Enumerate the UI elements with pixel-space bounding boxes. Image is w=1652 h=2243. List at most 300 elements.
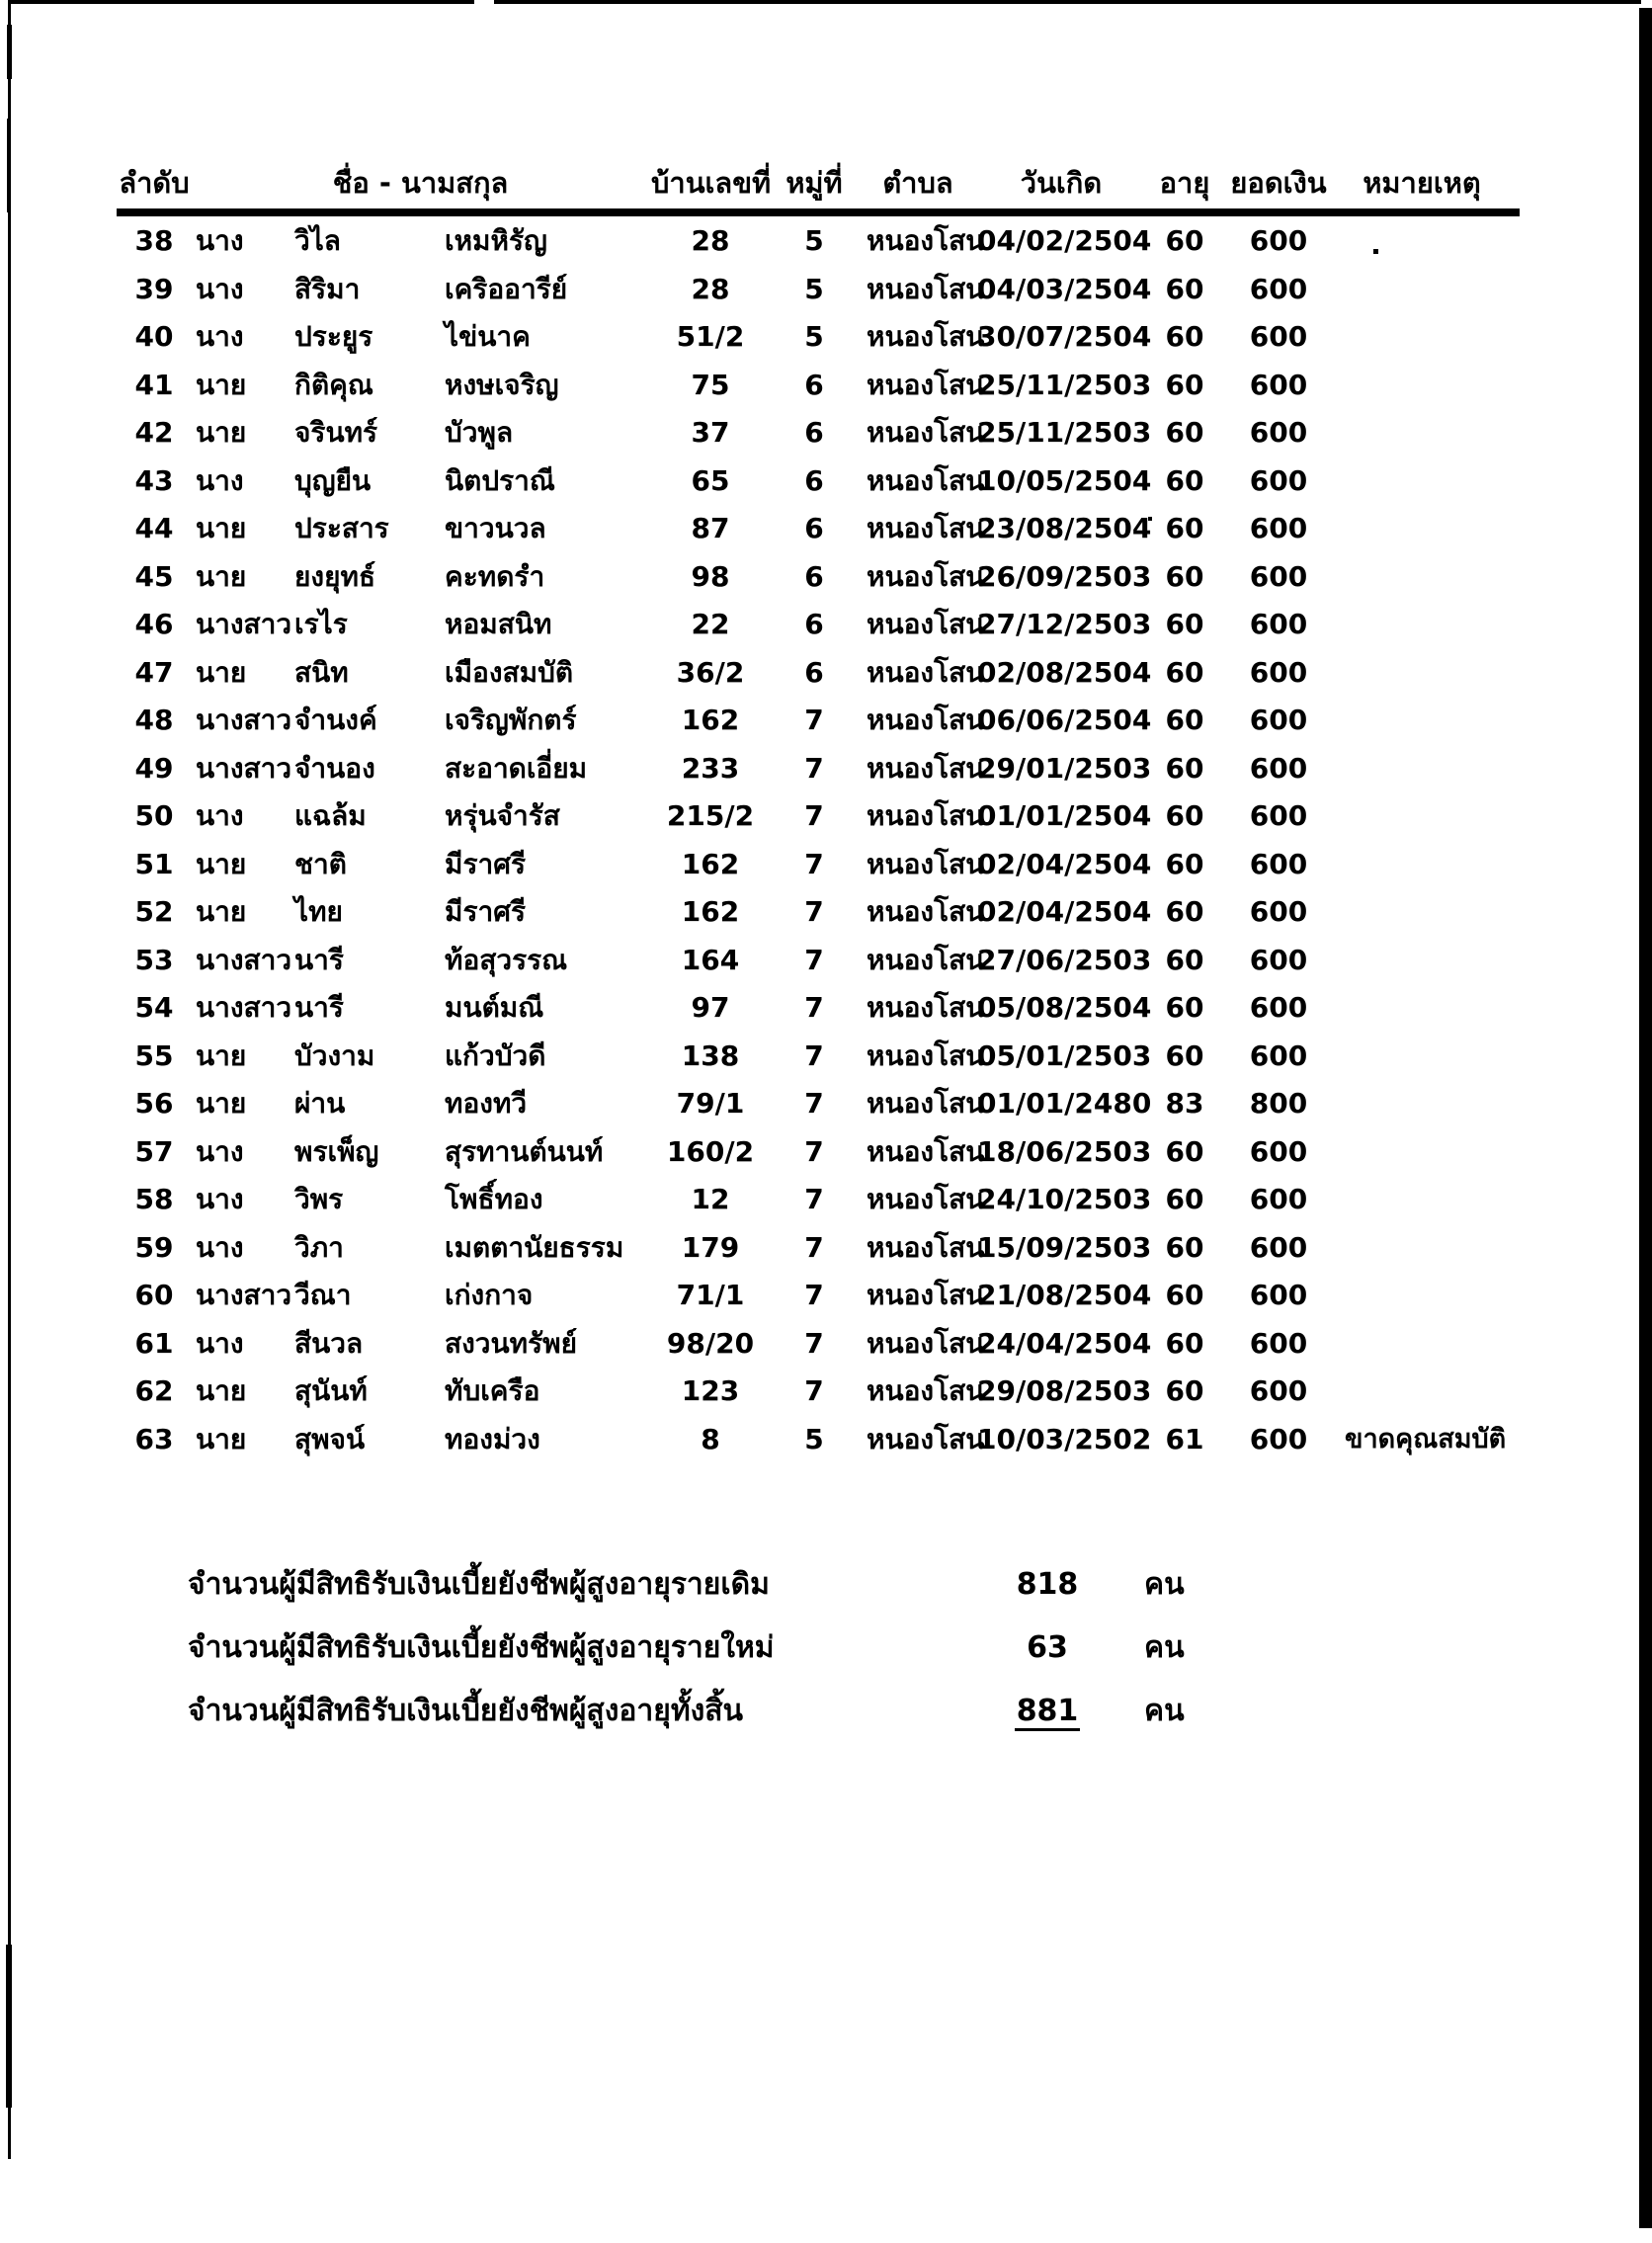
- cell-birthdate: 02/04/2504: [977, 895, 1152, 928]
- cell-house-no: 28: [691, 272, 730, 305]
- cell-house-no: 162: [681, 895, 740, 928]
- cell-amount: 600: [1249, 847, 1308, 880]
- cell-last-name: มนต์มณี: [445, 991, 544, 1024]
- cell-birthdate: 10/03/2502: [977, 1422, 1152, 1455]
- cell-first-name: สิริมา: [294, 272, 361, 305]
- cell-birthdate: 04/02/2504: [977, 224, 1152, 257]
- cell-no: 54: [134, 991, 174, 1024]
- cell-moo: 7: [804, 1374, 824, 1407]
- cell-amount: 600: [1249, 655, 1308, 689]
- cell-remark: [1333, 841, 1511, 889]
- summary-value: 818: [1016, 1567, 1079, 1602]
- column-header-birthdate: วันเกิด: [1020, 166, 1103, 200]
- cell-tambon: หนองโสน: [867, 320, 985, 353]
- cell-last-name: มีราศรี: [445, 895, 527, 928]
- cell-moo: 7: [804, 1087, 824, 1120]
- cell-tambon: หนองโสน: [867, 751, 985, 785]
- cell-last-name: เมตตานัยธรรม: [445, 1230, 624, 1264]
- cell-age: 60: [1165, 1279, 1204, 1311]
- cell-age: 60: [1165, 1374, 1204, 1407]
- cell-first-name: วิไล: [294, 224, 341, 257]
- cell-title: นาย: [196, 1422, 247, 1455]
- scan-border-left: [8, 0, 11, 2159]
- cell-no: 42: [134, 416, 174, 449]
- cell-age: 60: [1165, 272, 1204, 305]
- cell-birthdate: 18/06/2503: [977, 1134, 1152, 1168]
- cell-age: 60: [1165, 1230, 1204, 1264]
- cell-moo: 7: [804, 1279, 824, 1311]
- cell-house-no: 138: [681, 1038, 740, 1072]
- cell-birthdate: 26/09/2503: [977, 559, 1152, 593]
- cell-last-name: หรุ่นจำรัส: [445, 799, 560, 832]
- column-header-name: ชื่อ - นามสกุล: [332, 166, 509, 200]
- cell-remark: [1333, 1176, 1511, 1224]
- cell-remark: ขาดคุณสมบัติ: [1345, 1423, 1507, 1454]
- cell-tambon: หนองโสน: [867, 416, 985, 449]
- cell-last-name: แก้วบัวดี: [445, 1038, 546, 1072]
- cell-birthdate: 25/11/2503: [977, 368, 1152, 401]
- cell-title: นาง: [196, 1230, 244, 1264]
- cell-moo: 7: [804, 751, 824, 785]
- cell-title: นาย: [196, 368, 247, 401]
- cell-no: 57: [134, 1134, 174, 1168]
- cell-birthdate: 30/07/2504: [977, 320, 1152, 353]
- cell-tambon: หนองโสน: [867, 1230, 985, 1264]
- cell-title: นาย: [196, 1038, 247, 1072]
- cell-age: 60: [1165, 320, 1204, 353]
- cell-amount: 600: [1249, 608, 1308, 640]
- cell-moo: 6: [804, 463, 824, 497]
- scan-border-left-dash-1: [7, 25, 12, 79]
- cell-tambon: หนองโสน: [867, 368, 985, 401]
- cell-house-no: 162: [681, 847, 740, 880]
- cell-first-name: สุพจน์: [294, 1422, 366, 1455]
- cell-first-name: จรินทร์: [294, 416, 378, 449]
- scan-border-left-dash-2: [7, 119, 11, 212]
- cell-tambon: หนองโสน: [867, 1422, 985, 1455]
- cell-birthdate: 05/08/2504: [977, 991, 1152, 1024]
- cell-house-no: 233: [681, 751, 740, 785]
- cell-tambon: หนองโสน: [867, 655, 985, 689]
- cell-birthdate: 27/06/2503: [977, 943, 1152, 976]
- cell-moo: 7: [804, 895, 824, 928]
- cell-moo: 5: [804, 272, 824, 305]
- cell-tambon: หนองโสน: [867, 1183, 985, 1215]
- cell-remark: [1333, 649, 1511, 698]
- cell-age: 60: [1165, 847, 1204, 880]
- cell-last-name: บัวพูล: [445, 416, 514, 449]
- cell-tambon: หนองโสน: [867, 559, 985, 593]
- cell-house-no: 51/2: [676, 320, 745, 353]
- cell-first-name: วิพร: [294, 1183, 344, 1215]
- cell-last-name: สะอาดเอี่ยม: [445, 751, 588, 785]
- cell-birthdate: 29/01/2503: [977, 751, 1152, 785]
- cell-amount: 600: [1249, 416, 1308, 449]
- cell-amount: 600: [1249, 512, 1308, 544]
- cell-first-name: ยงยุทธ์: [294, 559, 376, 593]
- cell-title: นาง: [196, 1134, 244, 1168]
- cell-house-no: 179: [681, 1230, 740, 1264]
- cell-birthdate: 25/11/2503: [977, 416, 1152, 449]
- cell-remark: [1333, 217, 1511, 266]
- column-header-house: บ้านเลขที่: [651, 166, 772, 200]
- cell-title: นาย: [196, 895, 247, 928]
- cell-no: 52: [134, 895, 174, 928]
- scan-border-left-dash-3: [6, 1945, 12, 2108]
- cell-age: 60: [1165, 1183, 1204, 1215]
- cell-birthdate: 01/01/2504: [977, 799, 1152, 832]
- column-header-amount: ยอดเงิน: [1230, 166, 1327, 200]
- cell-last-name: นิตปราณี: [445, 463, 555, 497]
- cell-first-name: ไทย: [294, 895, 343, 928]
- cell-age: 60: [1165, 943, 1204, 976]
- cell-birthdate: 06/06/2504: [977, 704, 1152, 736]
- cell-age: 60: [1165, 655, 1204, 689]
- cell-tambon: หนองโสน: [867, 1374, 985, 1407]
- cell-title: นาง: [196, 463, 244, 497]
- cell-amount: 600: [1249, 751, 1308, 785]
- scan-border-right: [1639, 8, 1652, 2228]
- cell-remark: [1333, 601, 1511, 649]
- cell-last-name: เจริญพักตร์: [445, 704, 577, 736]
- cell-amount: 600: [1249, 895, 1308, 928]
- cell-amount: 600: [1249, 368, 1308, 401]
- cell-last-name: มีราศรี: [445, 847, 527, 880]
- cell-birthdate: 23/08/2504: [977, 512, 1152, 544]
- cell-last-name: หงษเจริญ: [445, 368, 559, 401]
- cell-moo: 7: [804, 1038, 824, 1072]
- cell-no: 49: [134, 751, 174, 785]
- cell-title: นางสาว: [196, 1279, 292, 1311]
- cell-age: 83: [1165, 1087, 1204, 1120]
- cell-title: นาง: [196, 1183, 244, 1215]
- cell-house-no: 36/2: [676, 655, 745, 689]
- cell-house-no: 97: [691, 991, 730, 1024]
- cell-title: นาง: [196, 224, 244, 257]
- cell-title: นางสาว: [196, 704, 292, 736]
- cell-title: นางสาว: [196, 943, 292, 976]
- cell-remark: [1333, 553, 1511, 602]
- cell-title: นางสาว: [196, 991, 292, 1024]
- summary-block: [188, 1553, 1275, 1743]
- cell-tambon: หนองโสน: [867, 799, 985, 832]
- cell-first-name: กิติคุณ: [294, 368, 373, 401]
- cell-last-name: เคริออารีย์: [445, 272, 568, 305]
- cell-remark: [1333, 1128, 1511, 1177]
- cell-house-no: 162: [681, 704, 740, 736]
- cell-house-no: 75: [691, 368, 730, 401]
- cell-amount: 600: [1249, 1183, 1308, 1215]
- cell-amount: 600: [1249, 559, 1308, 593]
- cell-age: 60: [1165, 991, 1204, 1024]
- cell-tambon: หนองโสน: [867, 1134, 985, 1168]
- cell-age: 60: [1165, 1326, 1204, 1360]
- cell-amount: 600: [1249, 1038, 1308, 1072]
- summary-label: จำนวนผู้มีสิทธิรับเงินเบี้ยยังชีพผู้สูงอายุทั้งสิ้น: [188, 1694, 744, 1728]
- cell-last-name: ไข่นาค: [445, 320, 531, 353]
- cell-no: 50: [134, 799, 174, 832]
- cell-no: 41: [134, 368, 174, 401]
- cell-first-name: สุนันท์: [294, 1374, 368, 1407]
- cell-birthdate: 15/09/2503: [977, 1230, 1152, 1264]
- cell-no: 60: [134, 1279, 174, 1311]
- cell-remark: [1333, 1272, 1511, 1320]
- scan-border-top-right: [494, 0, 1641, 4]
- cell-house-no: 22: [691, 608, 730, 640]
- cell-birthdate: 02/04/2504: [977, 847, 1152, 880]
- cell-remark: [1333, 457, 1511, 506]
- cell-house-no: 65: [691, 463, 730, 497]
- cell-birthdate: 01/01/2480: [977, 1087, 1152, 1120]
- cell-remark: [1333, 1368, 1511, 1416]
- cell-last-name: เก่งกาจ: [445, 1279, 534, 1311]
- cell-age: 60: [1165, 1038, 1204, 1072]
- cell-tambon: หนองโสน: [867, 272, 985, 305]
- cell-first-name: จำนอง: [294, 751, 375, 785]
- cell-no: 45: [134, 559, 174, 593]
- cell-first-name: สนิท: [294, 655, 349, 689]
- cell-amount: 600: [1249, 799, 1308, 832]
- cell-tambon: หนองโสน: [867, 463, 985, 497]
- cell-moo: 6: [804, 368, 824, 401]
- cell-amount: 600: [1249, 704, 1308, 736]
- cell-title: นาย: [196, 1374, 247, 1407]
- cell-amount: 600: [1249, 1422, 1308, 1455]
- column-header-tambon: ตำบล: [882, 166, 953, 200]
- cell-last-name: ทองม่วง: [445, 1422, 540, 1455]
- cell-no: 55: [134, 1038, 174, 1072]
- cell-remark: [1333, 409, 1511, 457]
- cell-remark: [1333, 1080, 1511, 1128]
- cell-moo: 7: [804, 1134, 824, 1168]
- cell-first-name: ประสาร: [294, 512, 389, 544]
- cell-tambon: หนองโสน: [867, 1038, 985, 1072]
- summary-unit: คน: [1144, 1694, 1185, 1728]
- cell-house-no: 87: [691, 512, 730, 544]
- cell-first-name: วิภา: [294, 1230, 344, 1264]
- cell-moo: 6: [804, 655, 824, 689]
- cell-title: นาง: [196, 1326, 244, 1360]
- cell-title: นางสาว: [196, 608, 292, 640]
- cell-title: นาง: [196, 272, 244, 305]
- column-header-age: อายุ: [1159, 166, 1210, 200]
- cell-birthdate: 02/08/2504: [977, 655, 1152, 689]
- cell-tambon: หนองโสน: [867, 1087, 985, 1120]
- cell-moo: 5: [804, 320, 824, 353]
- cell-tambon: หนองโสน: [867, 704, 985, 736]
- cell-moo: 7: [804, 847, 824, 880]
- cell-amount: 600: [1249, 320, 1308, 353]
- cell-tambon: หนองโสน: [867, 991, 985, 1024]
- cell-no: 48: [134, 704, 174, 736]
- cell-amount: 600: [1249, 272, 1308, 305]
- cell-moo: 6: [804, 608, 824, 640]
- scan-border-top-left: [8, 0, 474, 4]
- cell-birthdate: 24/04/2504: [977, 1326, 1152, 1360]
- cell-remark: [1333, 1224, 1511, 1273]
- cell-house-no: 12: [691, 1183, 730, 1215]
- cell-amount: 600: [1249, 943, 1308, 976]
- cell-age: 60: [1165, 608, 1204, 640]
- cell-house-no: 8: [701, 1422, 720, 1455]
- cell-birthdate: 24/10/2503: [977, 1183, 1152, 1215]
- cell-house-no: 79/1: [676, 1087, 745, 1120]
- cell-first-name: พรเพ็ญ: [294, 1134, 379, 1168]
- summary-unit: คน: [1144, 1567, 1185, 1602]
- cell-house-no: 71/1: [676, 1279, 745, 1311]
- cell-moo: 7: [804, 943, 824, 976]
- cell-amount: 600: [1249, 463, 1308, 497]
- cell-remark: [1333, 266, 1511, 314]
- cell-moo: 6: [804, 559, 824, 593]
- cell-no: 59: [134, 1230, 174, 1264]
- column-header-no: ลำดับ: [119, 166, 190, 200]
- cell-title: นาย: [196, 655, 247, 689]
- cell-first-name: แฉล้ม: [294, 799, 367, 832]
- cell-age: 60: [1165, 895, 1204, 928]
- cell-amount: 600: [1249, 1374, 1308, 1407]
- cell-no: 58: [134, 1183, 174, 1215]
- cell-last-name: ขาวนวล: [445, 512, 546, 544]
- column-header-remark: หมายเหตุ: [1363, 166, 1481, 200]
- cell-no: 46: [134, 608, 174, 640]
- cell-moo: 6: [804, 512, 824, 544]
- cell-age: 60: [1165, 463, 1204, 497]
- cell-first-name: จำนงค์: [294, 704, 377, 736]
- cell-remark: [1333, 697, 1511, 745]
- cell-remark: [1333, 888, 1511, 937]
- cell-first-name: ผ่าน: [294, 1087, 346, 1120]
- cell-moo: 7: [804, 1230, 824, 1264]
- cell-age: 60: [1165, 704, 1204, 736]
- summary-label: จำนวนผู้มีสิทธิรับเงินเบี้ยยังชีพผู้สูงอายุรายใหม่: [188, 1630, 775, 1665]
- cell-no: 39: [134, 272, 174, 305]
- cell-age: 60: [1165, 559, 1204, 593]
- cell-age: 60: [1165, 416, 1204, 449]
- cell-age: 60: [1165, 224, 1204, 257]
- cell-amount: 600: [1249, 1326, 1308, 1360]
- cell-first-name: วีณา: [294, 1279, 352, 1311]
- cell-remark: [1333, 313, 1511, 362]
- cell-last-name: ท้อสุวรรณ: [445, 943, 568, 976]
- cell-house-no: 98: [691, 559, 730, 593]
- cell-title: นาย: [196, 1087, 247, 1120]
- cell-first-name: ประยูร: [294, 320, 373, 353]
- cell-last-name: เหมหิรัญ: [445, 224, 547, 257]
- cell-first-name: ชาติ: [294, 847, 347, 880]
- table-body: [119, 217, 1511, 1463]
- summary-value: 63: [1027, 1630, 1068, 1665]
- summary-label: จำนวนผู้มีสิทธิรับเงินเบี้ยยังชีพผู้สูงอายุรายเดิม: [188, 1567, 770, 1602]
- cell-title: นาง: [196, 320, 244, 353]
- cell-birthdate: 29/08/2503: [977, 1374, 1152, 1407]
- cell-house-no: 37: [691, 416, 730, 449]
- cell-remark: [1333, 745, 1511, 793]
- cell-birthdate: 10/05/2504: [977, 463, 1152, 497]
- cell-no: 56: [134, 1087, 174, 1120]
- cell-amount: 600: [1249, 991, 1308, 1024]
- cell-house-no: 28: [691, 224, 730, 257]
- cell-last-name: คะทดรำ: [445, 559, 545, 593]
- cell-remark: [1333, 505, 1511, 553]
- cell-birthdate: 04/03/2504: [977, 272, 1152, 305]
- cell-age: 60: [1165, 751, 1204, 785]
- cell-tambon: หนองโสน: [867, 1279, 985, 1311]
- cell-last-name: สงวนทรัพย์: [445, 1326, 577, 1360]
- summary-value: 881: [978, 1680, 1116, 1743]
- cell-birthdate: 21/08/2504: [977, 1279, 1152, 1311]
- cell-amount: 600: [1249, 1134, 1308, 1168]
- cell-tambon: หนองโสน: [867, 895, 985, 928]
- table-header-row: [119, 158, 1511, 208]
- cell-remark: [1333, 937, 1511, 985]
- cell-last-name: สุรทานต์นนท์: [445, 1134, 604, 1168]
- cell-first-name: บุญยืน: [294, 463, 372, 497]
- header-rule: [117, 208, 1520, 216]
- cell-moo: 5: [804, 1422, 824, 1455]
- column-header-moo: หมู่ที่: [785, 166, 843, 200]
- cell-amount: 800: [1249, 1087, 1308, 1120]
- cell-tambon: หนองโสน: [867, 608, 985, 640]
- cell-house-no: 160/2: [666, 1134, 755, 1168]
- cell-moo: 7: [804, 704, 824, 736]
- cell-no: 62: [134, 1374, 174, 1407]
- cell-first-name: บัวงาม: [294, 1038, 375, 1072]
- cell-no: 61: [134, 1326, 174, 1360]
- cell-moo: 7: [804, 1326, 824, 1360]
- cell-age: 61: [1165, 1422, 1204, 1455]
- cell-no: 40: [134, 320, 174, 353]
- cell-first-name: เรไร: [294, 608, 348, 640]
- cell-moo: 7: [804, 1183, 824, 1215]
- cell-title: นาย: [196, 416, 247, 449]
- cell-tambon: หนองโสน: [867, 943, 985, 976]
- cell-last-name: โพธิ์ทอง: [445, 1183, 543, 1215]
- cell-moo: 6: [804, 416, 824, 449]
- cell-no: 51: [134, 847, 174, 880]
- cell-last-name: หอมสนิท: [445, 608, 552, 640]
- cell-age: 60: [1165, 512, 1204, 544]
- cell-remark: [1333, 792, 1511, 841]
- summary-unit: คน: [1144, 1630, 1185, 1665]
- cell-birthdate: 05/01/2503: [977, 1038, 1152, 1072]
- cell-first-name: สีนวล: [294, 1326, 364, 1360]
- cell-title: นาย: [196, 847, 247, 880]
- cell-tambon: หนองโสน: [867, 847, 985, 880]
- cell-tambon: หนองโสน: [867, 1326, 985, 1360]
- cell-last-name: ทองทวี: [445, 1087, 528, 1120]
- cell-moo: 7: [804, 799, 824, 832]
- cell-amount: 600: [1249, 224, 1308, 257]
- cell-house-no: 215/2: [666, 799, 755, 832]
- cell-title: นางสาว: [196, 751, 292, 785]
- cell-no: 44: [134, 512, 174, 544]
- cell-birthdate: 27/12/2503: [977, 608, 1152, 640]
- cell-first-name: นารี: [294, 991, 344, 1024]
- cell-no: 38: [134, 224, 174, 257]
- cell-title: นาย: [196, 512, 247, 544]
- cell-no: 53: [134, 943, 174, 976]
- cell-house-no: 98/20: [666, 1326, 755, 1360]
- cell-remark: [1333, 984, 1511, 1033]
- cell-age: 60: [1165, 368, 1204, 401]
- cell-tambon: หนองโสน: [867, 512, 985, 544]
- cell-last-name: เมืองสมบัติ: [445, 655, 574, 689]
- cell-no: 43: [134, 463, 174, 497]
- cell-no: 47: [134, 655, 174, 689]
- cell-no: 63: [134, 1422, 174, 1455]
- cell-age: 60: [1165, 799, 1204, 832]
